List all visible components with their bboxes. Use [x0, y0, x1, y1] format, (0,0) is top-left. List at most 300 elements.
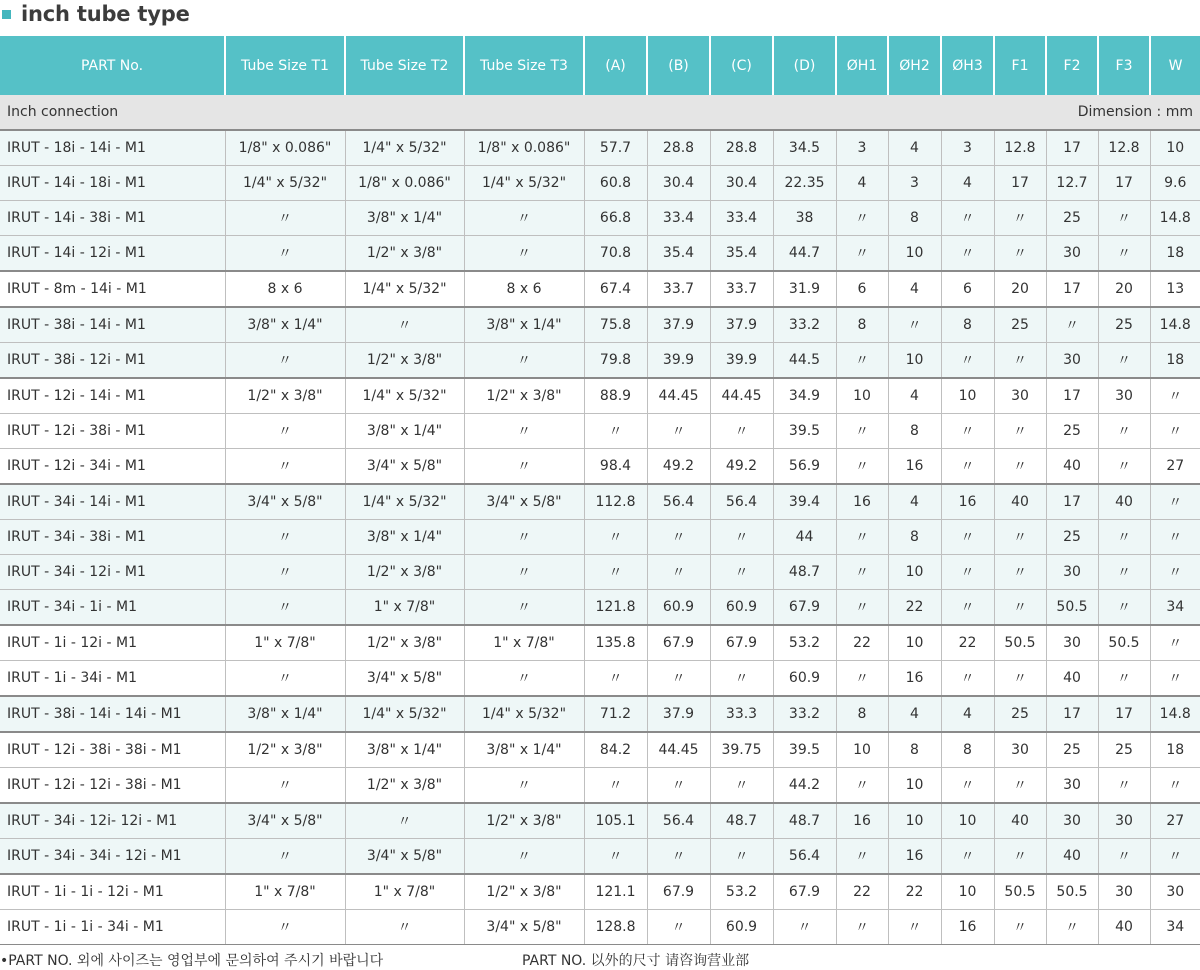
table-row	[0, 520, 1200, 555]
table-cell: 49.2	[710, 449, 773, 485]
table-cell: 17	[1046, 696, 1098, 732]
table-cell: 8	[888, 414, 941, 449]
table-cell: 〃	[345, 307, 464, 343]
part-number-cell: IRUT - 8m - 14i - M1	[0, 271, 225, 307]
table-cell: 1" x 7/8"	[345, 874, 464, 910]
table-cell: 25	[1046, 201, 1098, 236]
table-cell: 〃	[994, 414, 1046, 449]
table-row	[0, 661, 1200, 697]
table-cell: 135.8	[584, 625, 647, 661]
table-cell: 16	[836, 803, 888, 839]
table-cell: 22	[941, 625, 994, 661]
column-header: (A)	[584, 36, 647, 95]
table-cell: 〃	[941, 414, 994, 449]
table-cell: 10	[888, 768, 941, 804]
table-cell: 35.4	[647, 236, 710, 272]
table-cell: 〃	[584, 768, 647, 804]
table-cell: 44.45	[710, 378, 773, 414]
part-number-cell: IRUT - 34i - 12i- 12i - M1	[0, 803, 225, 839]
table-cell: 22	[888, 874, 941, 910]
table-cell: 17	[1098, 696, 1150, 732]
table-cell: 〃	[1098, 414, 1150, 449]
table-cell: 33.7	[647, 271, 710, 307]
table-cell: 3/8" x 1/4"	[345, 414, 464, 449]
table-cell: 〃	[1098, 343, 1150, 379]
table-cell: 1/2" x 3/8"	[464, 803, 584, 839]
table-cell: 9.6	[1150, 166, 1200, 201]
table-cell: 30.4	[710, 166, 773, 201]
table-row	[0, 768, 1200, 804]
table-cell: 50.5	[994, 625, 1046, 661]
spec-table	[0, 36, 1200, 945]
table-cell: 1/2" x 3/8"	[345, 236, 464, 272]
table-cell: 25	[1098, 307, 1150, 343]
table-cell: 〃	[941, 661, 994, 697]
table-cell: 84.2	[584, 732, 647, 768]
table-cell: 〃	[584, 414, 647, 449]
table-cell: 〃	[836, 414, 888, 449]
table-cell: 27	[1150, 803, 1200, 839]
table-cell: 1" x 7/8"	[225, 625, 345, 661]
column-header: F3	[1098, 36, 1150, 95]
column-header: ØH1	[836, 36, 888, 95]
table-cell: 〃	[836, 661, 888, 697]
table-cell: 〃	[994, 520, 1046, 555]
table-cell: 〃	[1150, 414, 1200, 449]
table-cell: 〃	[464, 236, 584, 272]
table-cell: 1/8" x 0.086"	[345, 166, 464, 201]
table-cell: 44	[773, 520, 836, 555]
table-cell: 〃	[994, 343, 1046, 379]
table-cell: 16	[888, 839, 941, 875]
table-cell: 〃	[994, 910, 1046, 945]
table-cell: 56.9	[773, 449, 836, 485]
table-cell: 16	[836, 484, 888, 520]
table-cell: 4	[836, 166, 888, 201]
table-cell: 〃	[225, 414, 345, 449]
table-cell: 40	[994, 484, 1046, 520]
table-cell: 6	[941, 271, 994, 307]
table-cell: 30	[1046, 768, 1098, 804]
table-cell: 8 x 6	[225, 271, 345, 307]
table-cell: 25	[1046, 414, 1098, 449]
table-cell: 56.4	[647, 484, 710, 520]
table-cell: 112.8	[584, 484, 647, 520]
table-cell: 4	[888, 696, 941, 732]
table-cell: 〃	[836, 910, 888, 945]
table-cell: 20	[994, 271, 1046, 307]
part-number-cell: IRUT - 34i - 14i - M1	[0, 484, 225, 520]
table-cell: 12.7	[1046, 166, 1098, 201]
table-cell: 1/2" x 3/8"	[225, 732, 345, 768]
column-header: F2	[1046, 36, 1098, 95]
table-row	[0, 307, 1200, 343]
table-cell: 〃	[836, 768, 888, 804]
table-cell: 〃	[1150, 555, 1200, 590]
table-cell: 35.4	[710, 236, 773, 272]
table-cell: 〃	[941, 343, 994, 379]
table-cell: 40	[1098, 910, 1150, 945]
table-cell: 30	[1098, 874, 1150, 910]
table-row	[0, 166, 1200, 201]
table-cell: 3/4" x 5/8"	[345, 449, 464, 485]
table-cell: 1/2" x 3/8"	[345, 768, 464, 804]
table-cell: 3	[941, 130, 994, 166]
table-cell: 50.5	[994, 874, 1046, 910]
table-cell: 〃	[941, 555, 994, 590]
table-cell: 〃	[994, 555, 1046, 590]
table-cell: 3/8" x 1/4"	[225, 696, 345, 732]
table-cell: 〃	[464, 555, 584, 590]
table-cell: 〃	[464, 661, 584, 697]
table-cell: 〃	[1098, 839, 1150, 875]
table-cell: 〃	[994, 839, 1046, 875]
table-cell: 33.4	[647, 201, 710, 236]
table-cell: 39.5	[773, 414, 836, 449]
table-cell: 10	[941, 378, 994, 414]
table-row	[0, 201, 1200, 236]
subheader-label: Inch connection	[7, 104, 119, 120]
table-cell: 49.2	[647, 449, 710, 485]
table-cell: 10	[941, 874, 994, 910]
table-cell: 〃	[941, 768, 994, 804]
header-row	[0, 36, 1200, 95]
table-cell: 10	[888, 236, 941, 272]
table-cell: 〃	[1150, 768, 1200, 804]
table-cell: 〃	[464, 201, 584, 236]
table-cell: 30	[1046, 555, 1098, 590]
table-cell: 3/8" x 1/4"	[345, 520, 464, 555]
column-header: ØH3	[941, 36, 994, 95]
table-cell: 〃	[1150, 378, 1200, 414]
table-cell: 〃	[225, 236, 345, 272]
table-cell: 3	[836, 130, 888, 166]
table-cell: 60.9	[773, 661, 836, 697]
table-cell: 〃	[647, 910, 710, 945]
table-cell: 34.9	[773, 378, 836, 414]
table-cell: 20	[1098, 271, 1150, 307]
table-cell: 67.9	[647, 625, 710, 661]
table-row	[0, 590, 1200, 626]
table-cell: 50.5	[1046, 590, 1098, 626]
table-cell: 8	[836, 696, 888, 732]
table-cell: 30	[1046, 625, 1098, 661]
table-cell: 34	[1150, 910, 1200, 945]
table-cell: 1/4" x 5/32"	[345, 130, 464, 166]
table-cell: 1/4" x 5/32"	[345, 696, 464, 732]
table-cell: 17	[1098, 166, 1150, 201]
table-cell: 〃	[464, 520, 584, 555]
table-cell: 〃	[994, 661, 1046, 697]
table-cell: 〃	[773, 910, 836, 945]
table-cell: 〃	[1098, 590, 1150, 626]
part-number-cell: IRUT - 12i - 34i - M1	[0, 449, 225, 485]
table-cell: 10	[888, 803, 941, 839]
table-cell: 〃	[647, 768, 710, 804]
table-cell: 25	[994, 307, 1046, 343]
table-cell: 〃	[1046, 910, 1098, 945]
table-cell: 48.7	[773, 555, 836, 590]
table-cell: 44.45	[647, 378, 710, 414]
table-cell: 1/4" x 5/32"	[345, 378, 464, 414]
part-number-cell: IRUT - 38i - 12i - M1	[0, 343, 225, 379]
table-cell: 39.5	[773, 732, 836, 768]
table-cell: 12.8	[994, 130, 1046, 166]
table-cell: 38	[773, 201, 836, 236]
part-number-cell: IRUT - 1i - 1i - 12i - M1	[0, 874, 225, 910]
table-cell: 18	[1150, 236, 1200, 272]
part-number-cell: IRUT - 12i - 14i - M1	[0, 378, 225, 414]
part-number-cell: IRUT - 12i - 38i - 38i - M1	[0, 732, 225, 768]
table-cell: 10	[888, 555, 941, 590]
table-cell: 〃	[941, 236, 994, 272]
table-cell: 39.75	[710, 732, 773, 768]
table-cell: 8	[941, 732, 994, 768]
table-cell: 40	[1046, 839, 1098, 875]
table-cell: 〃	[225, 661, 345, 697]
table-cell: 4	[888, 484, 941, 520]
column-header: (C)	[710, 36, 773, 95]
table-cell: 60.9	[710, 910, 773, 945]
column-header: PART No.	[0, 36, 225, 95]
table-cell: 30	[1046, 236, 1098, 272]
table-cell: 〃	[225, 343, 345, 379]
table-cell: 〃	[464, 839, 584, 875]
table-cell: 67.9	[773, 874, 836, 910]
table-cell: 〃	[464, 449, 584, 485]
table-cell: 37.9	[710, 307, 773, 343]
table-cell: 30	[1150, 874, 1200, 910]
section-title	[0, 0, 190, 28]
table-cell: 3/8" x 1/4"	[464, 732, 584, 768]
table-cell: 39.9	[710, 343, 773, 379]
table-cell: 3/4" x 5/8"	[225, 803, 345, 839]
table-cell: 39.9	[647, 343, 710, 379]
table-cell: 56.4	[710, 484, 773, 520]
table-cell: 28.8	[710, 130, 773, 166]
table-row	[0, 874, 1200, 910]
table-cell: 56.4	[647, 803, 710, 839]
table-cell: 37.9	[647, 696, 710, 732]
table-cell: 1/2" x 3/8"	[345, 343, 464, 379]
table-cell: 〃	[464, 768, 584, 804]
table-cell: 〃	[710, 768, 773, 804]
table-cell: 17	[1046, 271, 1098, 307]
part-number-cell: IRUT - 14i - 38i - M1	[0, 201, 225, 236]
table-cell: 〃	[941, 520, 994, 555]
table-cell: 4	[941, 696, 994, 732]
table-cell: 10	[888, 625, 941, 661]
table-cell: 60.8	[584, 166, 647, 201]
table-cell: 4	[941, 166, 994, 201]
table-cell: 1/4" x 5/32"	[345, 484, 464, 520]
table-cell: 〃	[941, 590, 994, 626]
table-cell: 〃	[710, 555, 773, 590]
table-cell: 〃	[888, 910, 941, 945]
table-cell: 13	[1150, 271, 1200, 307]
table-cell: 1/4" x 5/32"	[225, 166, 345, 201]
table-cell: 98.4	[584, 449, 647, 485]
table-cell: 〃	[710, 414, 773, 449]
table-cell: 39.4	[773, 484, 836, 520]
table-cell: 37.9	[647, 307, 710, 343]
part-number-cell: IRUT - 34i - 34i - 12i - M1	[0, 839, 225, 875]
table-cell: 〃	[1098, 520, 1150, 555]
table-cell: 30	[1046, 803, 1098, 839]
table-cell: 1" x 7/8"	[345, 590, 464, 626]
table-cell: 40	[994, 803, 1046, 839]
table-cell: 3/8" x 1/4"	[225, 307, 345, 343]
table-cell: 〃	[710, 661, 773, 697]
footer-note	[0, 950, 1200, 970]
table-cell: 34	[1150, 590, 1200, 626]
table-cell: 67.9	[710, 625, 773, 661]
column-header: F1	[994, 36, 1046, 95]
table-row	[0, 803, 1200, 839]
table-cell: 3/4" x 5/8"	[225, 484, 345, 520]
table-cell: 105.1	[584, 803, 647, 839]
table-cell: 53.2	[710, 874, 773, 910]
table-cell: 〃	[1150, 484, 1200, 520]
table-cell: 22	[836, 874, 888, 910]
part-number-cell: IRUT - 1i - 12i - M1	[0, 625, 225, 661]
table-row	[0, 696, 1200, 732]
table-cell: 〃	[994, 768, 1046, 804]
table-cell: 57.7	[584, 130, 647, 166]
table-cell: 4	[888, 130, 941, 166]
table-cell: 〃	[647, 661, 710, 697]
table-cell: 25	[1098, 732, 1150, 768]
table-cell: 66.8	[584, 201, 647, 236]
table-cell: 30.4	[647, 166, 710, 201]
table-cell: 30	[1098, 803, 1150, 839]
table-cell: 〃	[584, 661, 647, 697]
table-cell: 30	[994, 732, 1046, 768]
part-number-cell: IRUT - 14i - 18i - M1	[0, 166, 225, 201]
table-cell: 48.7	[710, 803, 773, 839]
table-cell: 8	[888, 732, 941, 768]
table-cell: 1/4" x 5/32"	[345, 271, 464, 307]
table-cell: 30	[1046, 343, 1098, 379]
table-cell: 18	[1150, 732, 1200, 768]
part-number-cell: IRUT - 18i - 14i - M1	[0, 130, 225, 166]
table-cell: 〃	[345, 803, 464, 839]
table-cell: 40	[1046, 449, 1098, 485]
part-number-cell: IRUT - 12i - 12i - 38i - M1	[0, 768, 225, 804]
table-cell: 67.9	[647, 874, 710, 910]
table-cell: 33.2	[773, 696, 836, 732]
part-number-cell: IRUT - 1i - 1i - 34i - M1	[0, 910, 225, 945]
column-header: W	[1150, 36, 1200, 95]
part-number-cell: IRUT - 34i - 1i - M1	[0, 590, 225, 626]
column-header: Tube Size T1	[225, 36, 345, 95]
table-cell: 50.5	[1046, 874, 1098, 910]
table-cell: 30	[1098, 378, 1150, 414]
table-cell: 44.7	[773, 236, 836, 272]
table-cell: 44.45	[647, 732, 710, 768]
table-cell: 67.9	[773, 590, 836, 626]
table-cell: 〃	[1098, 449, 1150, 485]
table-cell: 〃	[836, 555, 888, 590]
table-cell: 128.8	[584, 910, 647, 945]
table-cell: 33.2	[773, 307, 836, 343]
table-cell: 〃	[225, 910, 345, 945]
table-cell: 33.7	[710, 271, 773, 307]
table-cell: 10	[1150, 130, 1200, 166]
table-cell: 10	[941, 803, 994, 839]
table-cell: 6	[836, 271, 888, 307]
table-cell: 22.35	[773, 166, 836, 201]
table-cell: 33.4	[710, 201, 773, 236]
table-cell: 10	[836, 732, 888, 768]
table-cell: 17	[994, 166, 1046, 201]
table-cell: 〃	[1098, 555, 1150, 590]
table-row	[0, 839, 1200, 875]
table-cell: 〃	[1150, 625, 1200, 661]
table-cell: 16	[941, 910, 994, 945]
table-cell: 4	[888, 271, 941, 307]
table-cell: 16	[888, 661, 941, 697]
table-cell: 〃	[647, 839, 710, 875]
footer-note-chinese: PART NO. 以外的尺寸 请咨询营业部	[522, 953, 750, 969]
table-row	[0, 555, 1200, 590]
table-cell: 40	[1046, 661, 1098, 697]
table-cell: 〃	[836, 520, 888, 555]
table-cell: 31.9	[773, 271, 836, 307]
table-cell: 17	[1046, 484, 1098, 520]
table-cell: 1/8" x 0.086"	[464, 130, 584, 166]
table-cell: 3/8" x 1/4"	[464, 307, 584, 343]
table-row	[0, 378, 1200, 414]
table-cell: 17	[1046, 130, 1098, 166]
table-cell: 〃	[941, 201, 994, 236]
table-cell: 〃	[888, 307, 941, 343]
column-header: Tube Size T2	[345, 36, 464, 95]
table-cell: 〃	[994, 236, 1046, 272]
table-cell: 〃	[464, 590, 584, 626]
table-cell: 1" x 7/8"	[464, 625, 584, 661]
table-row	[0, 414, 1200, 449]
part-number-cell: IRUT - 34i - 12i - M1	[0, 555, 225, 590]
table-cell: 14.8	[1150, 201, 1200, 236]
table-cell: 12.8	[1098, 130, 1150, 166]
table-cell: 〃	[584, 555, 647, 590]
table-cell: 16	[941, 484, 994, 520]
table-cell: 〃	[584, 520, 647, 555]
column-header: Tube Size T3	[464, 36, 584, 95]
part-number-cell: IRUT - 12i - 38i - M1	[0, 414, 225, 449]
part-number-cell: IRUT - 38i - 14i - M1	[0, 307, 225, 343]
table-cell: 〃	[1150, 839, 1200, 875]
table-cell: 〃	[836, 839, 888, 875]
table-cell: 18	[1150, 343, 1200, 379]
table-cell: 48.7	[773, 803, 836, 839]
table-cell: 40	[1098, 484, 1150, 520]
table-cell: 3/4" x 5/8"	[464, 910, 584, 945]
table-cell: 22	[888, 590, 941, 626]
table-cell: 〃	[225, 839, 345, 875]
table-cell: 56.4	[773, 839, 836, 875]
table-cell: 8 x 6	[464, 271, 584, 307]
table-cell: 27	[1150, 449, 1200, 485]
table-cell: 〃	[941, 839, 994, 875]
table-cell: 25	[1046, 732, 1098, 768]
table-cell: 121.1	[584, 874, 647, 910]
table-row	[0, 625, 1200, 661]
table-cell: 34.5	[773, 130, 836, 166]
table-cell: 〃	[225, 520, 345, 555]
table-cell: 3/8" x 1/4"	[345, 201, 464, 236]
